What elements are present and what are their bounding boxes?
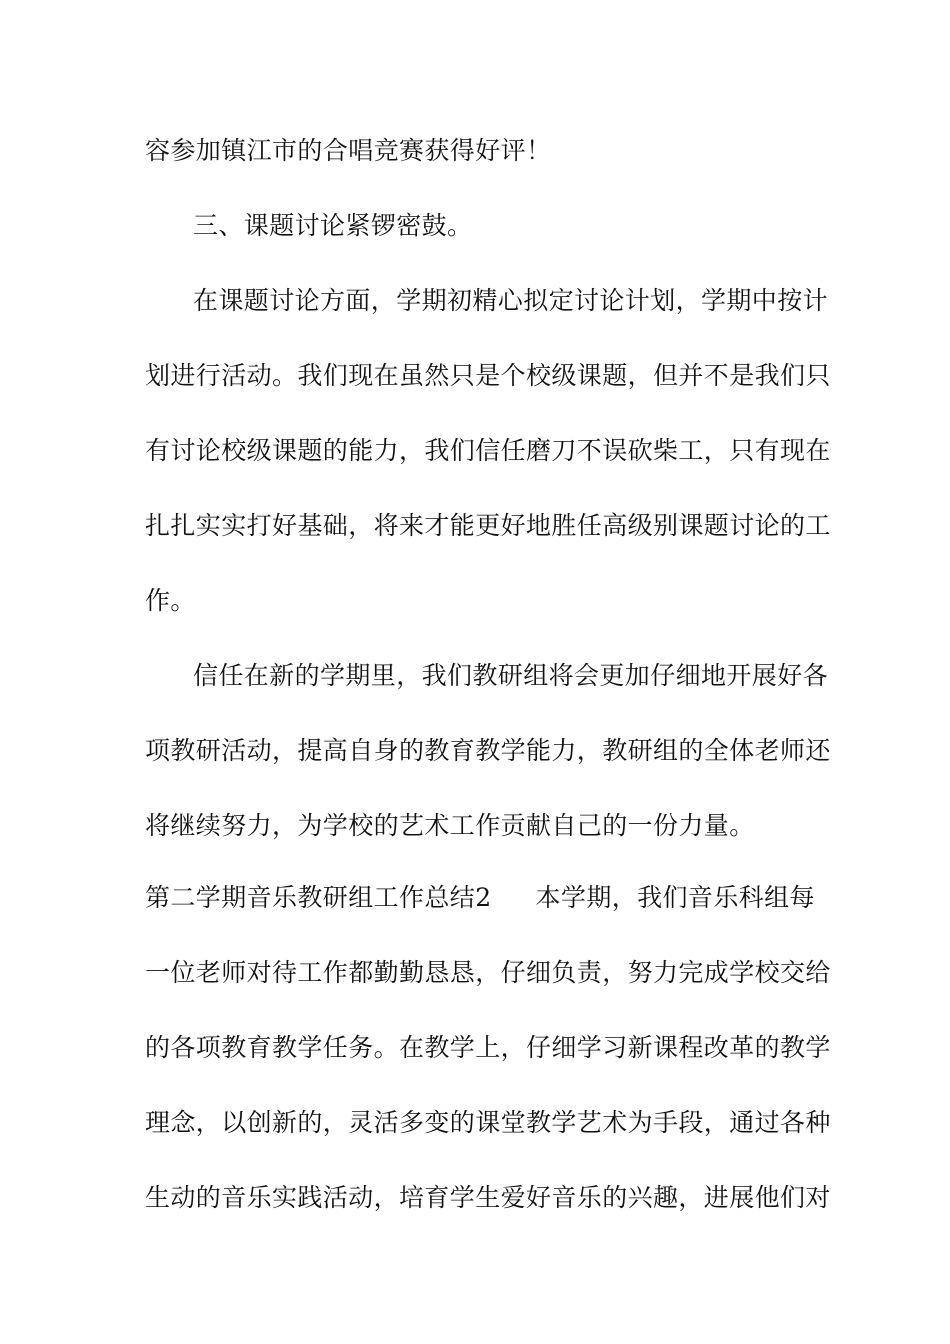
title-line: [145, 878, 815, 918]
document-title: 第二学期音乐教研组工作总结2: [145, 883, 492, 912]
paragraph-line: 的各项教育教学任务。在教学上，仔细学习新课程改革的教学: [145, 1033, 831, 1062]
paragraph-line: 容参加镇江市的合唱竞赛获得好评！: [145, 136, 552, 165]
paragraph-line: 在课题讨论方面，学期初精心拟定讨论计划，学期中按计: [193, 286, 829, 315]
paragraph-line: 生动的音乐实践活动，培育学生爱好音乐的兴趣，进展他们对: [145, 1183, 831, 1212]
paragraph-line: 划进行活动。我们现在虽然只是个校级课题，但并不是我们只: [145, 361, 831, 390]
section-heading: 三、课题讨论紧锣密鼓。: [193, 211, 473, 240]
paragraph-line: 信任在新的学期里，我们教研组将会更加仔细地开展好各: [193, 661, 829, 690]
paragraph-line: 扎扎实实打好基础，将来才能更好地胜任高级别课题讨论的工: [145, 511, 831, 540]
paragraph-line: 有讨论校级课题的能力，我们信任磨刀不误砍柴工，只有现在: [145, 436, 831, 465]
paragraph-line: 一位老师对待工作都勤勤恳恳，仔细负责，努力完成学校交给: [145, 958, 831, 987]
paragraph-line: 将继续努力，为学校的艺术工作贡献自己的一份力量。: [145, 811, 755, 840]
paragraph-start: 本学期，我们音乐科组每: [535, 883, 815, 912]
paragraph-line: 作。: [145, 586, 196, 615]
paragraph-line: 项教研活动，提高自身的教育教学能力，教研组的全体老师还: [145, 736, 831, 765]
paragraph-line: 理念，以创新的，灵活多变的课堂教学艺术为手段，通过各种: [145, 1108, 831, 1137]
